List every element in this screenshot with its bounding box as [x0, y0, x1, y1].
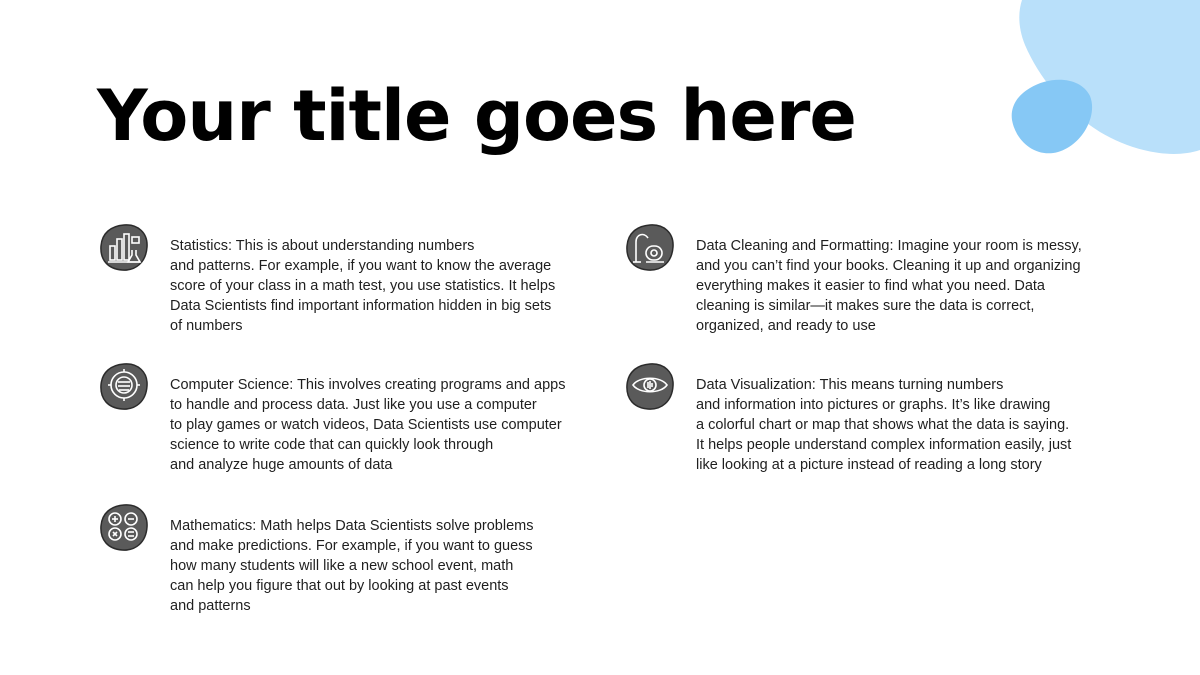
eye-visualization-icon: [624, 361, 676, 413]
page-title: Your title goes here: [97, 75, 856, 157]
item-text-mathematics: Mathematics: Math helps Data Scientists solve problems and make predictions. For example, if you want to guess how many students will like a new school event, math can help you figure that out by looking at past events and patterns: [170, 518, 534, 614]
mathematics-icon: [98, 502, 150, 554]
dark-blue-blob: [1012, 80, 1092, 153]
vacuum-cleaner-icon: [624, 222, 676, 274]
item-text-computer-science: Computer Science: This involves creating programs and apps to handle and process data. Just like you use a computer to play games or watch videos, Data Scientists use computer science to write code that can quickly look through and analyze huge amounts of data: [170, 377, 566, 473]
item-text-statistics: Statistics: This is about understanding numbers and patterns. For example, if you want to know the average score of your class in a math test, you use statistics. It helps Data Scientists find important information hidden in big sets of numbers: [170, 238, 556, 334]
computer-science-icon: [98, 361, 150, 413]
statistics-icon: [98, 222, 150, 274]
item-text-data-cleaning: Data Cleaning and Formatting: Imagine your room is messy, and you can’t find your books. Cleaning it up and organizing everything makes it easier to find what you need. Data cleaning is similar—it makes sure the data is correct, organized, and ready to use: [696, 238, 1082, 334]
item-text-data-visualization: Data Visualization: This means turning numbers and information into pictures or graphs. It’s like drawing a colorful chart or map that shows what the data is saying. It helps people understand complex information easily, just like looking at a picture instead of reading a long story: [696, 377, 1072, 473]
light-blue-blob: [1019, 0, 1200, 154]
